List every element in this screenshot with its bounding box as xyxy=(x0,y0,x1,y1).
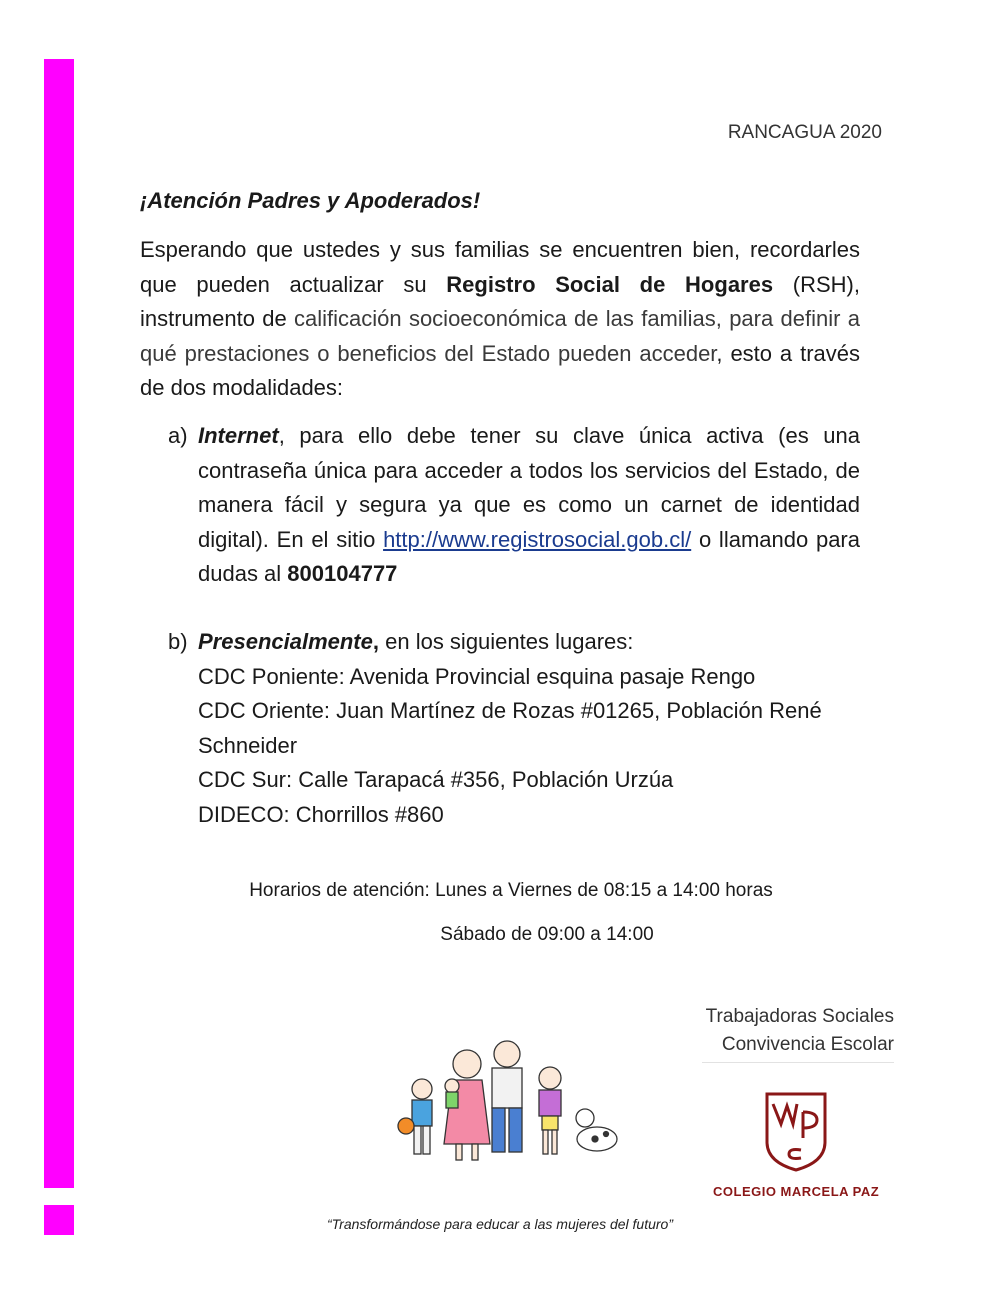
signature-line-1: Trabajadoras Sociales xyxy=(705,1006,894,1027)
location-oriente: CDC Oriente: Juan Martínez de Rozas #01265, Población René Schneider xyxy=(198,698,822,758)
city-year: RANCAGUA 2020 xyxy=(727,122,882,143)
school-name: COLEGIO MARCELA PAZ xyxy=(713,1184,880,1199)
registro-social-link[interactable]: http://www.registrosocial.gob.cl/ xyxy=(383,526,692,552)
hours-weekdays: Horarios de atención: Lunes a Viernes de 08:15 a 14:00 horas xyxy=(249,880,773,901)
rsh-name: Registro Social de Hogares xyxy=(446,271,774,297)
school-motto: “Transformándose para educar a las mujeres del futuro” xyxy=(326,1216,673,1232)
family-drawing-icon xyxy=(392,1034,632,1169)
item-internet xyxy=(168,419,860,592)
intro-paragraph xyxy=(140,233,860,406)
presencial-comma: , xyxy=(372,629,379,654)
internet-text-2: o llamando para dudas al xyxy=(198,526,860,586)
internet-label: Internet xyxy=(198,423,279,448)
item-marker-a: a) xyxy=(168,423,188,448)
signature-line-2: Convivencia Escolar xyxy=(721,1034,894,1055)
intro-text-2: (RSH), instrumento de xyxy=(140,271,860,331)
location-dideco: DIDECO: Chorrillos #860 xyxy=(198,801,444,827)
presencial-text: en los siguientes lugares: xyxy=(379,629,634,654)
item-presencial xyxy=(168,625,860,832)
magenta-side-bar xyxy=(44,59,74,1188)
school-crest-icon xyxy=(763,1090,829,1172)
intro-text-4: , esto a través de dos modalidades: xyxy=(140,340,860,400)
location-sur: CDC Sur: Calle Tarapacá #356, Población Urzúa xyxy=(198,767,674,792)
item-marker-b: b) xyxy=(168,629,188,654)
hours-saturday: Sábado de 09:00 a 14:00 xyxy=(440,924,654,945)
internet-text: , para ello debe tener su clave única activa (es una contraseña única para acceder a todos los servicios del Estado, de manera fácil y segura ya que es como un carnet de identidad digital). En el sitio xyxy=(198,423,860,552)
presencial-label: Presencialmente xyxy=(198,629,373,654)
location-poniente: CDC Poniente: Avenida Provincial esquina pasaje Rengo xyxy=(198,663,756,689)
notice-title: ¡Atención Padres y Apoderados! xyxy=(140,188,481,213)
phone-number: 800104777 xyxy=(287,561,398,586)
signature xyxy=(706,1003,894,1059)
intro-text-3: calificación socioeconómica de las familias, para definir a qué prestaciones o beneficios del Estado pueden acceder xyxy=(140,306,860,366)
signature-divider xyxy=(702,1062,894,1063)
intro-text: Esperando que ustedes y sus familias se encuentren bien, recordarles que pueden actualizar su xyxy=(140,237,860,297)
